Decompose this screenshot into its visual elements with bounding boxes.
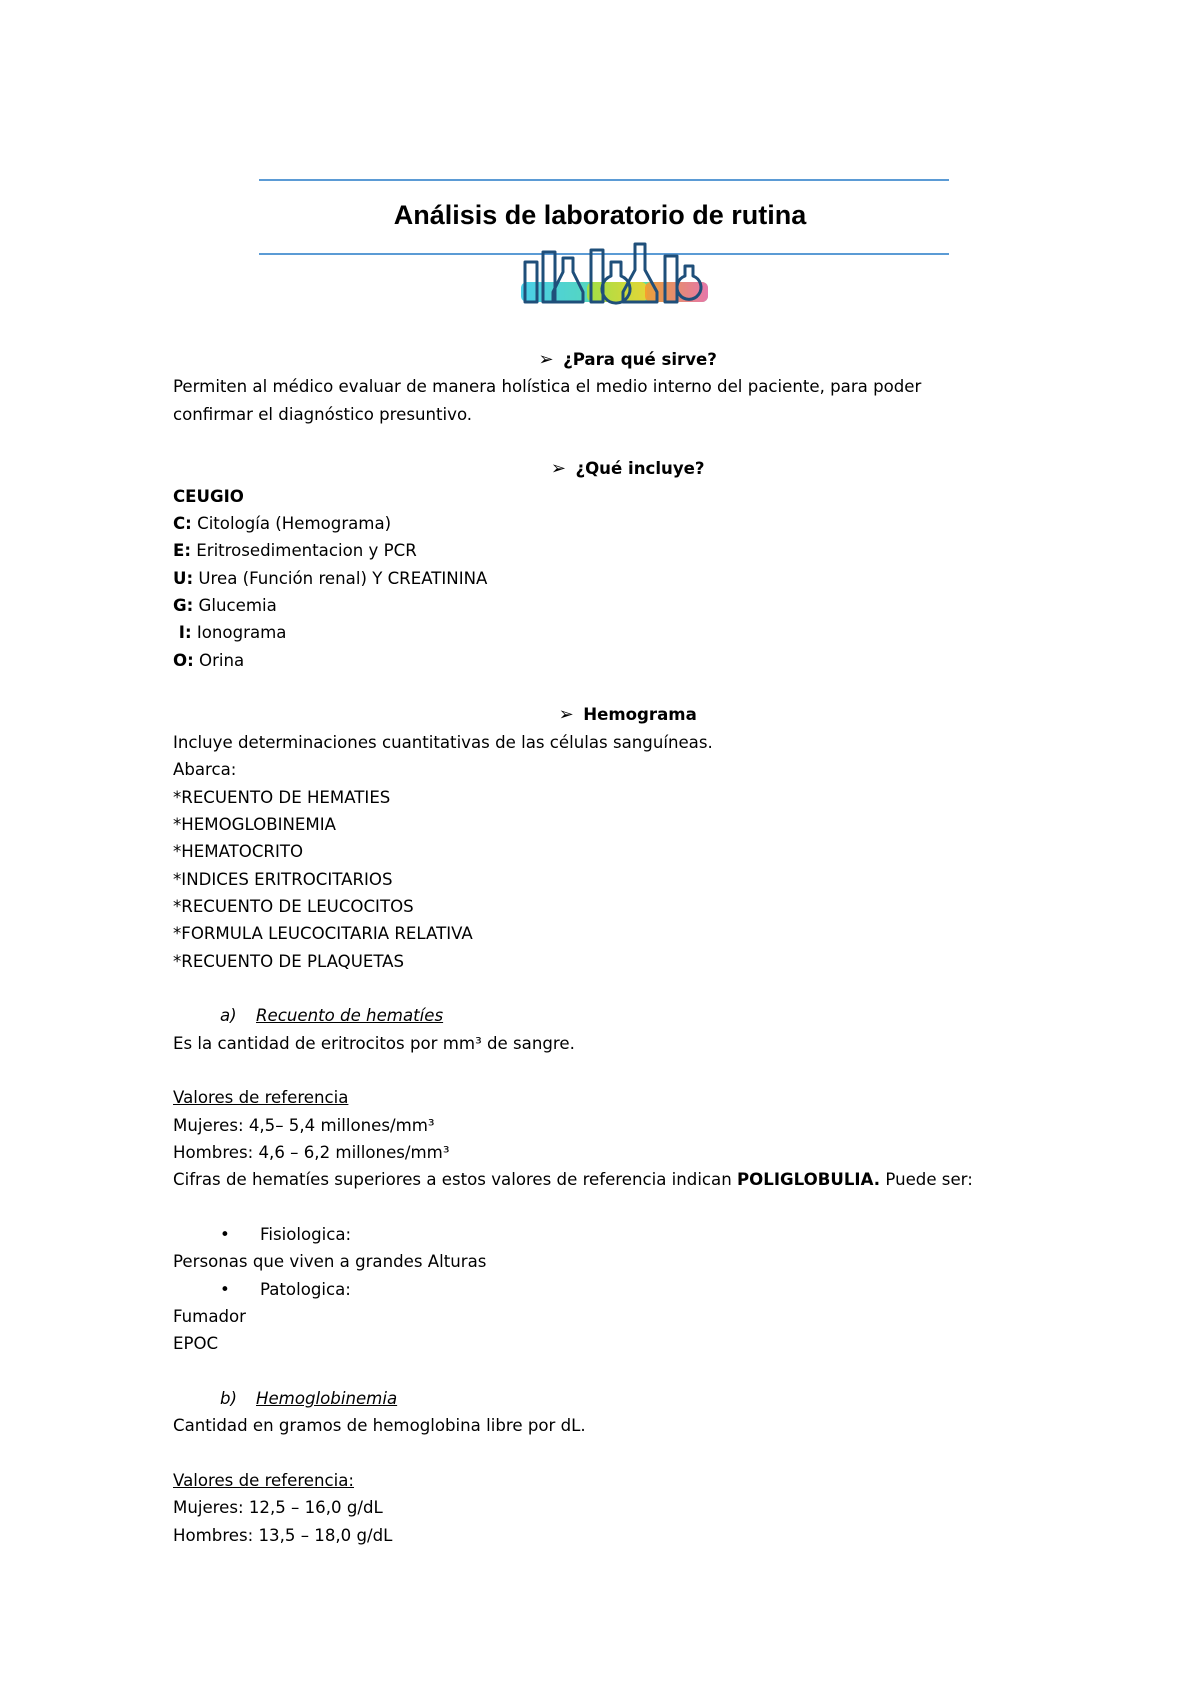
subsection-heading-b: b) Hemoglobinemia — [220, 1389, 398, 1409]
list-item: *RECUENTO DE LEUCOCITOS — [173, 896, 414, 916]
paragraph-line: Es la cantidad de eritrocitos por mm³ de sangre. — [173, 1033, 575, 1053]
arrowhead-bullet-icon: ➢ — [538, 349, 554, 370]
bullet-item: • Fisiologica: — [173, 1221, 1073, 1248]
list-item: *FORMULA LEUCOCITARIA RELATIVA — [173, 924, 473, 944]
document-title: Análisis de laboratorio de rutina — [393, 200, 807, 230]
list-item: *HEMOGLOBINEMIA — [173, 814, 336, 834]
title-rule-top — [259, 179, 949, 181]
reference-value: Mujeres: 4,5– 5,4 millones/mm³ — [173, 1115, 435, 1135]
acronym-item: O: Orina — [173, 650, 245, 670]
bullet-item: • Patologica: — [173, 1276, 1073, 1303]
paragraph-line: Incluye determinaciones cuantitativas de las células sanguíneas. — [173, 732, 713, 752]
acronym-label: CEUGIO — [173, 486, 244, 506]
lab-flasks-illustration — [517, 238, 712, 312]
paragraph-line: EPOC — [173, 1334, 219, 1354]
paragraph-line: Personas que viven a grandes Alturas — [173, 1252, 487, 1272]
acronym-item: U: Urea (Función renal) Y CREATININA — [173, 568, 488, 588]
document-body — [173, 346, 1073, 1549]
list-item: *RECUENTO DE PLAQUETAS — [173, 951, 405, 971]
paragraph-line: Cifras de hematíes superiores a estos valores de referencia indican POLIGLOBULIA. Puede ser: — [173, 1170, 973, 1190]
reference-value: Hombres: 4,6 – 6,2 millones/mm³ — [173, 1142, 450, 1162]
paragraph-line: Abarca: — [173, 760, 237, 780]
acronym-item: G: Glucemia — [173, 596, 277, 616]
section-heading-includes: ➢ ¿Qué incluye? — [173, 455, 1073, 482]
reference-heading: Valores de referencia: — [173, 1471, 354, 1491]
acronym-item: E: Eritrosedimentacion y PCR — [173, 541, 417, 561]
list-item: *RECUENTO DE HEMATIES — [173, 787, 391, 807]
paragraph-line: Permiten al médico evaluar de manera holística el medio interno del paciente, para poder — [173, 377, 922, 397]
acronym-item: C: Citología (Hemograma) — [173, 514, 392, 534]
section-heading-purpose: ➢ ¿Para qué sirve? — [173, 346, 1073, 373]
list-item: *INDICES ERITROCITARIOS — [173, 869, 393, 889]
paragraph-line: Cantidad en gramos de hemoglobina libre por dL. — [173, 1416, 586, 1436]
reference-heading: Valores de referencia — [173, 1088, 349, 1108]
acronym-item: I: Ionograma — [173, 623, 287, 643]
reference-value: Mujeres: 12,5 – 16,0 g/dL — [173, 1498, 383, 1518]
paragraph-line: confirmar el diagnóstico presuntivo. — [173, 404, 473, 424]
reference-value: Hombres: 13,5 – 18,0 g/dL — [173, 1525, 393, 1545]
arrowhead-bullet-icon: ➢ — [558, 704, 574, 726]
subsection-heading-a: a) Recuento de hematíes — [220, 1006, 444, 1026]
bullet-dot-icon: • — [220, 1225, 230, 1244]
bullet-dot-icon: • — [220, 1279, 230, 1299]
section-heading-hemogram: ➢ Hemograma — [173, 701, 1073, 728]
list-item: *HEMATOCRITO — [173, 842, 304, 862]
arrowhead-bullet-icon: ➢ — [550, 458, 566, 480]
paragraph-line: Fumador — [173, 1307, 246, 1327]
